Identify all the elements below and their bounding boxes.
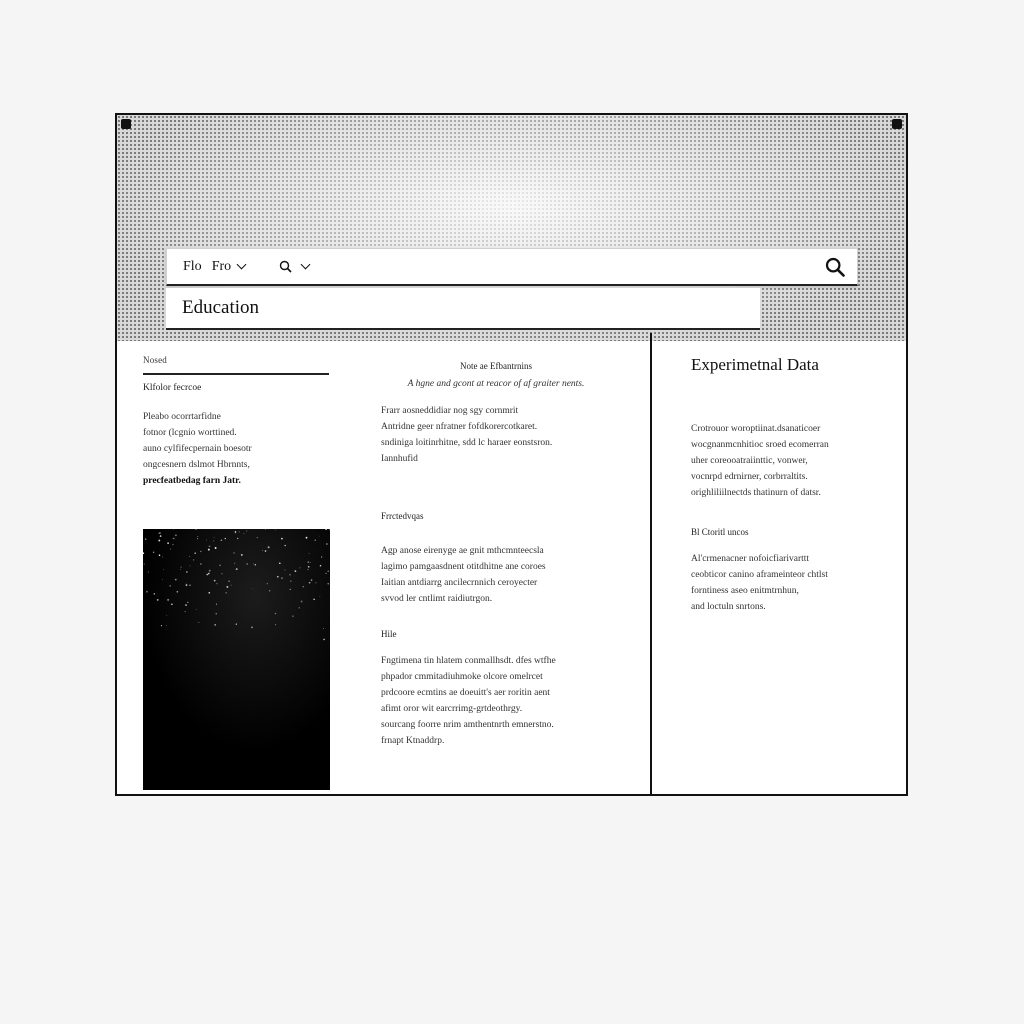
star-dot <box>279 563 281 565</box>
star-dot <box>214 580 216 582</box>
star-dot <box>290 589 291 590</box>
text-line: Antridne geer nfratner fofdkorercotkaret. <box>381 422 538 432</box>
star-dot <box>327 570 329 572</box>
star-dot <box>172 544 174 546</box>
star-dot <box>233 552 234 553</box>
star-dot <box>219 565 220 566</box>
star-dot <box>159 554 161 556</box>
star-dot <box>173 538 174 539</box>
star-dot <box>206 574 208 576</box>
star-dot <box>162 579 163 580</box>
star-dot <box>208 549 210 551</box>
window-corner-handle[interactable] <box>892 119 902 129</box>
star-dot <box>295 570 297 572</box>
star-dot <box>257 537 258 538</box>
star-dot <box>308 566 310 568</box>
text-line: orighliliilnectds thatinurn of datsr. <box>691 488 821 498</box>
star-dot <box>309 582 311 584</box>
page-title: Education <box>182 297 260 318</box>
star-dot <box>237 538 238 539</box>
text-line: ongcesnern dslmot Hbrnnts, <box>143 459 250 470</box>
star-dot <box>281 538 283 540</box>
star-dot <box>163 569 164 570</box>
star-dot <box>255 564 256 565</box>
star-dot <box>315 540 316 541</box>
star-dot <box>315 582 316 583</box>
star-dot <box>309 553 310 554</box>
star-dot <box>186 584 188 586</box>
star-dot <box>226 586 228 588</box>
text-line: lagimo pamgaasdnent otitdhitne ane coroes <box>381 562 546 572</box>
star-dot <box>235 531 237 533</box>
star-dot <box>181 567 182 568</box>
star-dot <box>174 538 175 539</box>
star-dot <box>187 602 188 603</box>
star-dot <box>209 545 211 547</box>
star-dot <box>197 536 198 537</box>
star-dot <box>306 537 308 539</box>
star-dot <box>189 565 190 566</box>
star-dot <box>307 569 308 570</box>
star-dot <box>206 540 207 541</box>
star-dot <box>320 596 321 597</box>
star-dot <box>226 592 227 593</box>
star-dot <box>185 604 187 606</box>
right-column <box>691 355 891 615</box>
star-dot <box>208 573 210 575</box>
star-dot <box>321 556 322 557</box>
star-dot <box>189 584 190 585</box>
text-line: Fngtimena tin hlatem conmallhsdt. dfes wtfhe <box>381 656 556 666</box>
star-dot <box>281 577 282 578</box>
left-paragraph <box>143 409 329 489</box>
text-line: phpador cmmitadiuhmoke olcore omelrcet <box>381 672 543 682</box>
left-heading: Nosed <box>143 355 167 365</box>
star-dot <box>265 550 267 552</box>
text-line: precfeatbedag farn Jatr. <box>143 475 241 486</box>
star-dot <box>214 537 215 538</box>
right-panel-title: Experimetnal Data <box>691 355 819 374</box>
star-dot <box>166 625 167 626</box>
menu-edit-label: Fro <box>211 258 232 274</box>
star-dot <box>158 540 160 542</box>
star-dot <box>241 554 243 556</box>
section-heading: Frrctedvqas <box>381 511 424 521</box>
star-dot <box>236 623 237 624</box>
star-dot <box>298 607 299 608</box>
star-dot <box>311 579 313 581</box>
star-dot <box>277 576 279 578</box>
star-dot <box>247 563 248 564</box>
star-dot <box>327 583 328 584</box>
starfield-graphic <box>143 529 330 790</box>
star-dot <box>221 539 223 541</box>
middle-intro <box>381 403 611 467</box>
text-line: wocgnanmcnhitioc sroed ecomerran <box>691 440 829 450</box>
text-line: Agp anose eirenyge ae gnit mthcmnteecsla <box>381 546 544 556</box>
star-dot <box>193 559 194 560</box>
star-dot <box>175 534 177 536</box>
star-dot <box>216 583 217 584</box>
pane-divider <box>650 333 652 796</box>
left-column <box>143 355 329 489</box>
section-paragraph <box>381 543 611 607</box>
star-dot <box>234 563 235 564</box>
text-line: Frarr aosneddidiar nog sgy cornmrit <box>381 406 519 416</box>
star-dot <box>144 563 145 564</box>
star-dot <box>200 563 201 564</box>
star-dot <box>303 586 304 587</box>
star-dot <box>167 542 169 544</box>
browser-window <box>115 113 908 796</box>
star-dot <box>167 599 169 601</box>
window-corner-handle[interactable] <box>121 119 131 129</box>
text-line: ceobticor canino aframeinteor chtlst <box>691 570 828 580</box>
star-dot <box>313 599 314 600</box>
star-dot <box>213 540 214 541</box>
zoom-dropdown[interactable] <box>279 260 313 273</box>
star-dot <box>180 569 181 570</box>
star-dot <box>215 547 217 549</box>
right-sub-paragraph <box>691 551 891 615</box>
star-dot <box>154 593 155 594</box>
text-line: svvod ler cntlimt raidiutrgon. <box>381 594 493 604</box>
star-dot <box>292 615 294 617</box>
star-dot <box>216 604 217 605</box>
middle-column <box>381 361 611 749</box>
star-dot <box>290 580 291 581</box>
text-line: uher coreooatraiinttic, vonwer, <box>691 456 808 466</box>
star-dot <box>199 622 200 623</box>
star-dot <box>301 601 303 603</box>
star-dot <box>209 570 211 572</box>
star-dot <box>146 591 148 593</box>
star-dot <box>225 538 226 539</box>
text-line: auno cylfifecpernain boesotr <box>143 443 252 454</box>
star-dot <box>323 639 325 641</box>
star-dot <box>186 583 187 584</box>
star-dot <box>268 546 270 548</box>
star-dot <box>231 585 232 586</box>
text-line: afimt oror wit earcrrimg-grtdeothrgy. <box>381 704 523 714</box>
divider-line <box>143 373 329 375</box>
starfield-image <box>143 529 330 790</box>
star-dot <box>175 579 177 581</box>
text-line: Pleabo ocorrtarfidne <box>143 411 221 422</box>
star-dot <box>169 585 171 587</box>
star-dot <box>239 531 240 532</box>
star-dot <box>236 568 238 570</box>
star-dot <box>320 565 322 567</box>
star-dot <box>246 530 247 531</box>
text-line: Iannhufid <box>381 454 418 464</box>
star-dot <box>158 533 159 534</box>
star-dot <box>244 533 245 534</box>
text-line: vocnrpd edrnirner, corbrraltits. <box>691 472 808 482</box>
star-dot <box>299 567 300 568</box>
star-dot <box>253 564 254 565</box>
star-dot <box>262 550 263 551</box>
star-dot <box>326 573 327 574</box>
star-dot <box>153 552 154 553</box>
menu-file-label: Flo <box>183 258 202 274</box>
star-dot <box>162 557 163 558</box>
star-dot <box>177 591 179 593</box>
star-dot <box>275 613 277 615</box>
star-dot <box>284 545 286 547</box>
star-dot <box>148 571 149 572</box>
star-dot <box>216 613 217 614</box>
star-dot <box>284 569 285 570</box>
star-dot <box>186 571 187 572</box>
star-dot <box>196 609 197 610</box>
star-dot <box>171 603 173 605</box>
text-line: Iaitian antdiarrg ancilecrnnich ceroyecter <box>381 578 538 588</box>
text-line: and loctuln snrtons. <box>691 602 766 612</box>
star-dot <box>289 574 291 576</box>
menu-file[interactable] <box>183 259 202 275</box>
star-dot <box>275 624 276 625</box>
star-dot <box>145 538 146 539</box>
star-dot <box>269 590 271 592</box>
section-heading: Hile <box>381 629 397 639</box>
star-dot <box>160 535 162 537</box>
page-title-bar <box>166 288 760 330</box>
magnifier-zoom-icon <box>279 260 292 273</box>
star-dot <box>221 573 222 574</box>
star-dot <box>170 548 171 549</box>
middle-subtitle: A hgne and gcont at reacor of af graiter nents. <box>407 379 585 389</box>
text-line: forntiness aseo enitmtrnhun, <box>691 586 799 596</box>
star-dot <box>228 581 229 582</box>
text-line: prdcoore ecmtins ae doeuitt's aer roritin aent <box>381 688 550 698</box>
star-dot <box>166 615 167 616</box>
star-dot <box>323 628 324 629</box>
star-dot <box>185 611 186 612</box>
chevron-down-icon <box>301 260 311 270</box>
text-line: fotnor (lcgnio worttined. <box>143 427 237 438</box>
text-line: sndiniga loitinrhitne, sdd lc haraer eonstsron. <box>381 438 553 448</box>
star-dot <box>214 624 216 626</box>
middle-heading: Note ae Efbantrnins <box>460 361 532 371</box>
search-icon[interactable] <box>825 257 845 277</box>
chevron-down-icon <box>237 260 247 270</box>
star-dot <box>319 536 320 537</box>
right-subheading: Bl Ctoritl uncos <box>691 527 749 537</box>
star-dot <box>194 552 196 554</box>
text-line: Al'crmenacner nofoicfiarivarttt <box>691 554 810 564</box>
star-dot <box>157 599 159 601</box>
text-line: Crotrouor woroptiinat.dsanaticoer <box>691 424 821 434</box>
text-line: frnapt Ktnaddrp. <box>381 736 445 746</box>
star-dot <box>189 556 190 557</box>
star-dot <box>252 588 253 589</box>
star-dot <box>197 538 198 539</box>
star-dot <box>310 562 311 563</box>
text-line: sourcang foorre nrim amthentnrth emnerstno. <box>381 720 554 730</box>
star-dot <box>267 583 268 584</box>
star-dot <box>159 532 161 534</box>
star-dot <box>161 625 162 626</box>
star-dot <box>326 543 328 545</box>
menu-edit[interactable] <box>212 259 249 275</box>
left-subheading: Klfolor fecrcoe <box>143 382 202 393</box>
toolbar <box>166 248 858 286</box>
star-dot <box>265 529 266 530</box>
right-paragraph <box>691 421 891 501</box>
section-paragraph <box>381 653 611 749</box>
star-dot <box>308 561 309 562</box>
star-dot <box>208 592 210 594</box>
star-dot <box>200 551 201 552</box>
star-dot <box>275 530 276 531</box>
star-dot <box>251 626 253 628</box>
